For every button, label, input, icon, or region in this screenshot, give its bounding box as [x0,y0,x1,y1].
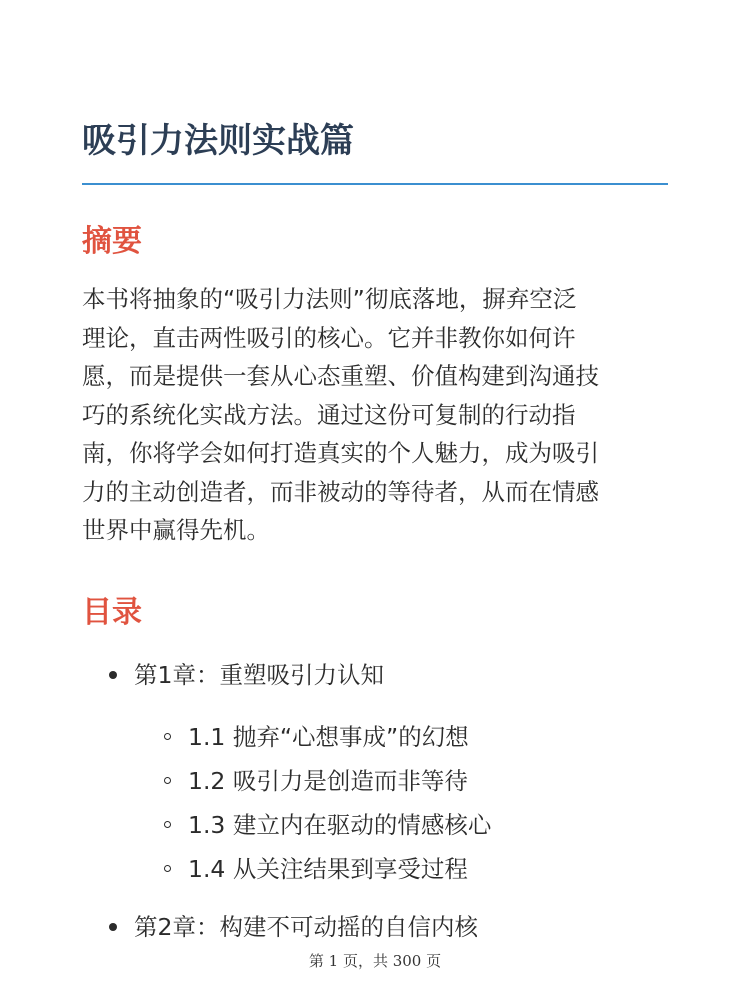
abstract-line: 本书将抽象的“吸引力法则”彻底落地，摒弃空泛 [82,285,577,313]
toc-section-label: 1.1 抛弃“心想事成”的幻想 [188,723,469,751]
abstract-text [82,280,672,550]
toc-chapter-2[interactable] [82,907,668,947]
bullet-disc-icon [109,923,117,931]
bullet-disc-icon [109,671,117,679]
abstract-line: 巧的系统化实战方法。通过这份可复制的行动指 [82,400,576,429]
abstract-line: 世界中赢得先机。 [82,516,270,544]
abstract-line: 南，你将学会如何打造真实的个人魅力，成为吸引 [82,439,599,467]
title-divider [82,183,668,185]
toc-chapter-1[interactable] [82,655,668,891]
toc-section-1-3[interactable] [188,803,668,847]
table-of-contents [82,655,668,947]
toc-section-1-4[interactable] [188,847,668,891]
document-title: 吸引力法则实战篇 [82,121,354,161]
bullet-circle-icon [164,733,171,740]
toc-section-1-1[interactable] [188,715,668,759]
toc-section-label: 1.2 吸引力是创造而非等待 [188,767,468,795]
abstract-line: 力的主动创造者，而非被动的等待者，从而在情感 [82,477,599,506]
toc-chapter-label: 第1章：重塑吸引力认知 [134,661,384,689]
abstract-heading: 摘要 [82,224,142,259]
toc-heading: 目录 [82,595,142,630]
toc-chapter-label: 第2章：构建不可动摇的自信内核 [134,913,478,941]
abstract-line: 理论，直击两性吸引的核心。它并非教你如何许 [82,323,576,352]
toc-section-label: 1.3 建立内在驱动的情感核心 [188,811,492,839]
bullet-circle-icon [164,777,171,784]
bullet-circle-icon [164,821,171,828]
bullet-circle-icon [164,865,171,872]
abstract-line: 愿，而是提供一套从心态重塑、价值构建到沟通技 [82,362,599,390]
page-number-footer: 第 1 页，共 300 页 [308,952,442,970]
toc-section-label: 1.4 从关注结果到享受过程 [188,855,468,883]
toc-chapter-1-sections [134,715,668,891]
toc-section-1-2[interactable] [188,759,668,803]
